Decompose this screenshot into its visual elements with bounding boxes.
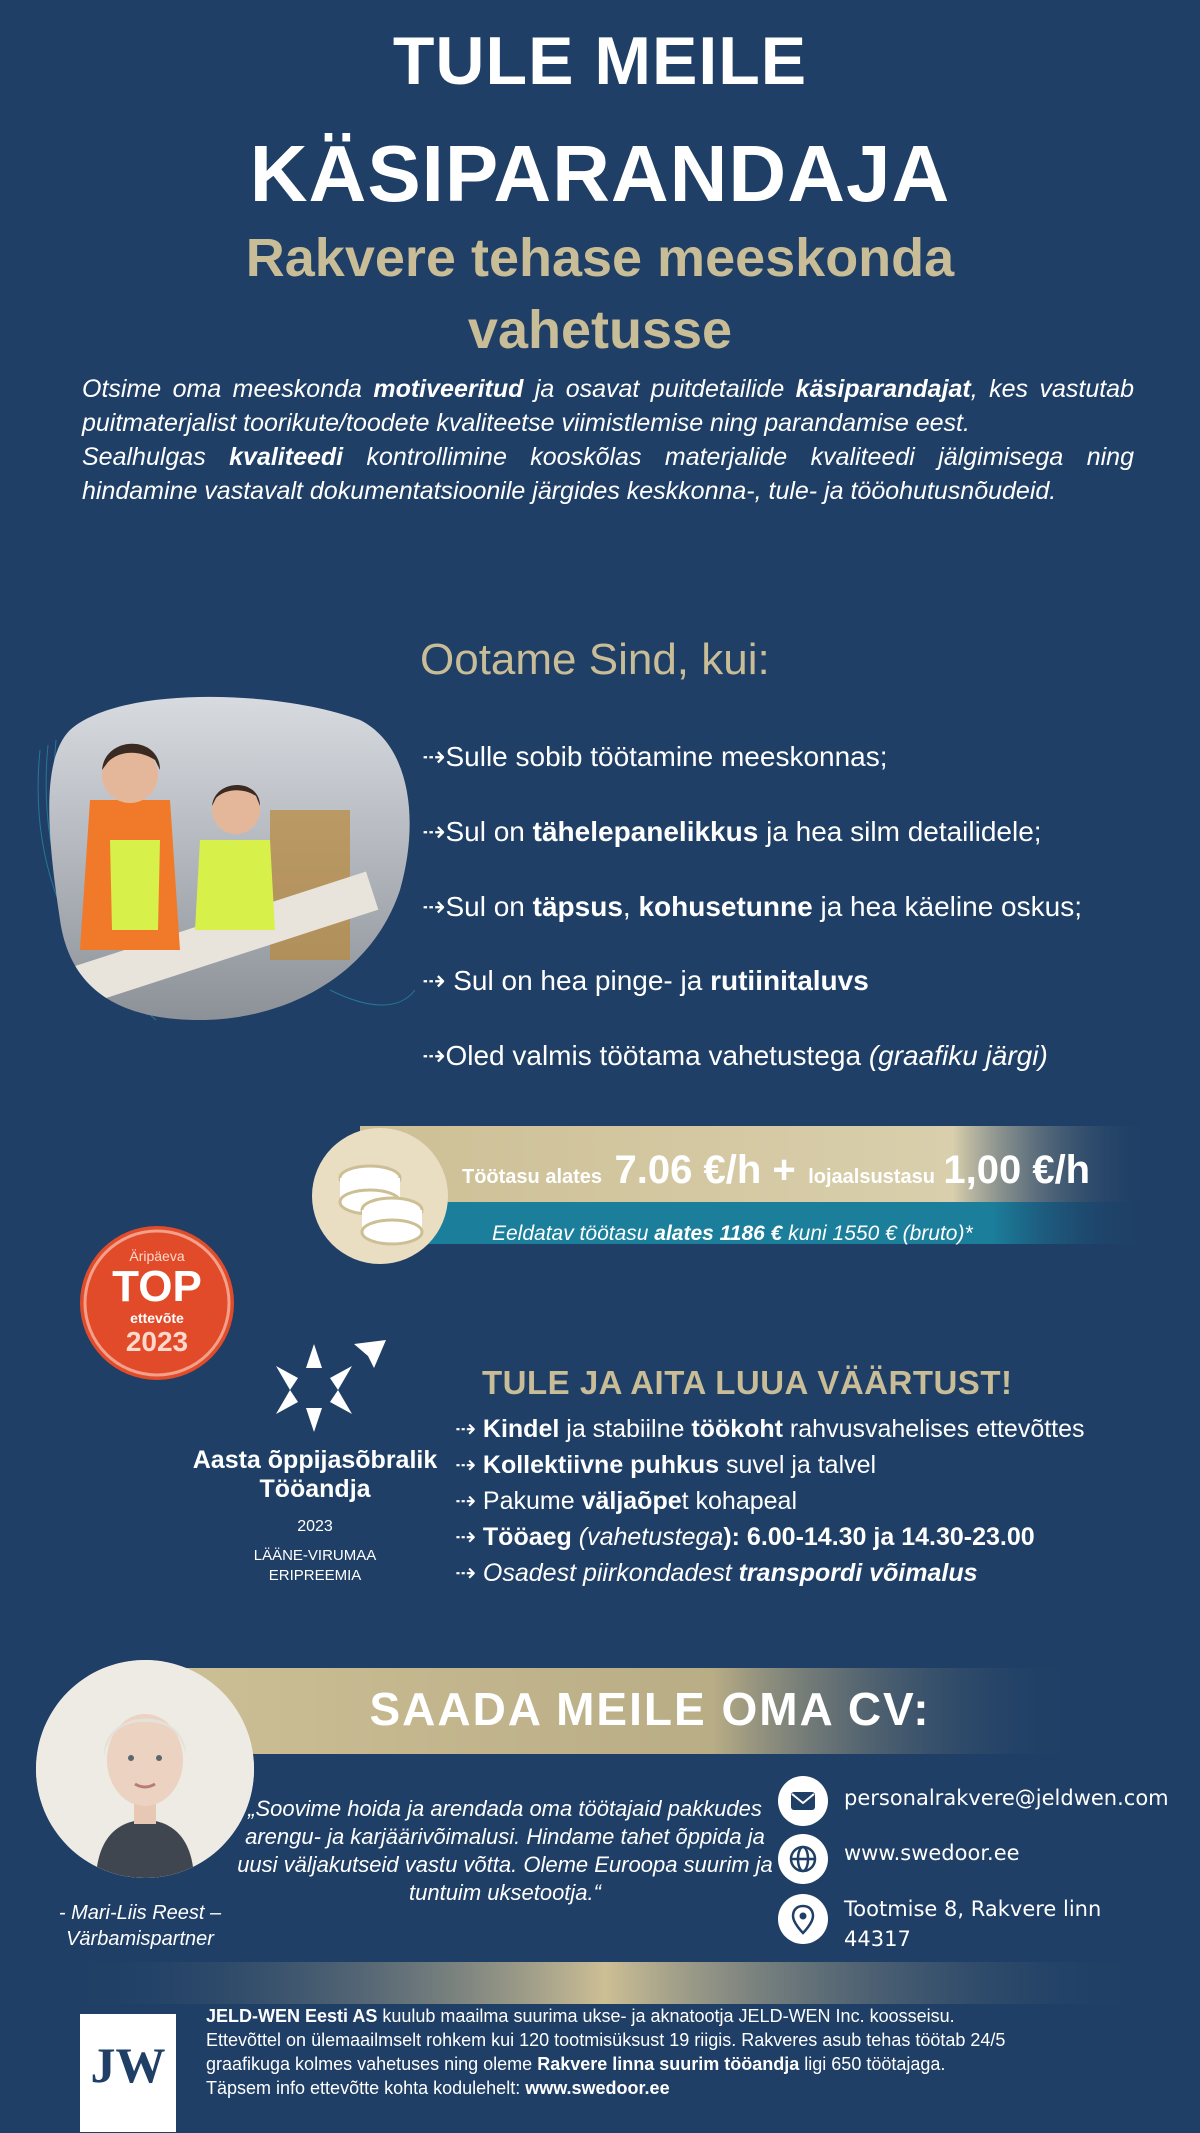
requirement-item-4: ⇢ Sul on hea pinge- ja rutiinitaluvs xyxy=(422,965,869,996)
footer-website-link[interactable]: www.swedoor.ee xyxy=(525,2078,670,2098)
cv-title: SAADA MEILE OMA CV: xyxy=(369,1683,931,1735)
company-info: JELD-WEN Eesti AS kuulub maailma suurima ukse- ja aknatootja JELD-WEN Inc. koosseisu. Ettevõttel on ülemaailmselt rohkem kui 120 tootmisüksust 19 riigis. Rakveres asub tehas töötab 24/5 graafikuga kolmes vahetuses ning oleme Rakvere linna suurim tööandja ligi 650 töötajaga. Täpsem info ettevõtte kohta kodulehelt: www.swedoor.ee xyxy=(206,2006,1006,2098)
employer-award-title: Aasta õppijasõbralik Tööandja xyxy=(192,1446,438,1503)
recruiter-name: - Mari-Liis Reest – Värbamispartner xyxy=(58,1902,222,1950)
employer-award-region: LÄÄNE-VIRUMAA ERIPREEMIA xyxy=(253,1547,377,1584)
requirement-item-1: ⇢Sulle sobib töötamine meeskonnas; xyxy=(422,741,888,772)
headline-job-title: KÄSIPARANDAJA xyxy=(249,129,951,218)
footer-divider xyxy=(60,1962,1150,2004)
jeld-wen-logo: JW xyxy=(80,2014,176,2132)
requirement-item-5: ⇢Oled valmis töötama vahetustega (graafiku järgi) xyxy=(422,1040,1048,1071)
email-icon xyxy=(778,1776,828,1826)
benefit-item-3: ⇢ Pakume väljaõpet kohapeal xyxy=(455,1487,798,1515)
location-pin-icon xyxy=(778,1894,828,1944)
top-company-award-badge: Äripäeva TOP ettevõte 2023 xyxy=(80,1226,234,1380)
headline-tule-meile: TULE MEILE xyxy=(392,23,808,99)
requirement-item-2: ⇢Sul on tähelepanelikkus ja hea silm detailidele; xyxy=(422,816,1042,847)
workers-photo xyxy=(30,690,420,1030)
benefit-item-5: ⇢ Osadest piirkondadest transpordi võimalus xyxy=(455,1559,978,1587)
benefit-item-2: ⇢ Kollektiivne puhkus suvel ja talvel xyxy=(455,1451,877,1479)
benefit-item-4: ⇢ Tööaeg (vahetustega): 6.00-14.30 ja 14.30-23.00 xyxy=(455,1523,1035,1551)
intro-paragraph-2: Sealhulgas kvaliteedi kontrollimine kooskõlas materjalide kvaliteedi jälgimisega ning hindamine vastavalt dokumentatsioonile järgides keskkonna-, tule- ja tööohutusnõudeid. xyxy=(82,443,1134,505)
benefits-title: TULE JA AITA LUUA VÄÄRTUST! xyxy=(482,1364,1013,1401)
globe-icon xyxy=(778,1834,828,1884)
snowflake-logo-icon xyxy=(262,1340,392,1440)
requirements-title: Ootame Sind, kui: xyxy=(420,635,770,684)
coins-icon xyxy=(312,1128,448,1264)
employer-award-year: 2023 xyxy=(297,1518,333,1535)
benefit-item-1: ⇢ Kindel ja stabiilne töökoht rahvusvahelises ettevõttes xyxy=(455,1415,1085,1443)
contact-address: Tootmise 8, Rakvere linn 44317 xyxy=(844,1897,1102,1951)
recruiter-quote: „Soovime hoida ja arendada oma töötajaid pakkudes arengu- ja karjäärivõimalusi. Hindame tahet õppida ja uusi väljakutseid vastu võtta. Oleme Euroopa suurim ja tuntuim uksetootja.“ xyxy=(237,1796,773,1905)
recruiter-portrait xyxy=(36,1660,254,1878)
contact-email[interactable]: personalrakvere@jeldwen.com xyxy=(844,1786,1169,1810)
requirement-item-3: ⇢Sul on täpsus, kohusetunne ja hea käeline oskus; xyxy=(422,891,1082,922)
headline-subtitle: Rakvere tehase meeskonda vahetusse xyxy=(245,228,955,360)
intro-paragraph-1: Otsime oma meeskonda motiveeritud ja osavat puitdetailide käsiparandajat, kes vastutab puitmaterjalist toorikute/toodete kvaliteetse viimistlemise ning parandamise eest. xyxy=(82,375,1134,437)
expected-salary: Eeldatav töötasu alates 1186 € kuni 1550 € (bruto)* xyxy=(492,1222,973,1245)
intro-text xyxy=(82,372,1134,508)
salary-line: Töötasu alates 7.06 €/h + lojaalsustasu 1,00 €/h xyxy=(462,1148,1091,1192)
contact-website[interactable]: www.swedoor.ee xyxy=(844,1841,1020,1865)
